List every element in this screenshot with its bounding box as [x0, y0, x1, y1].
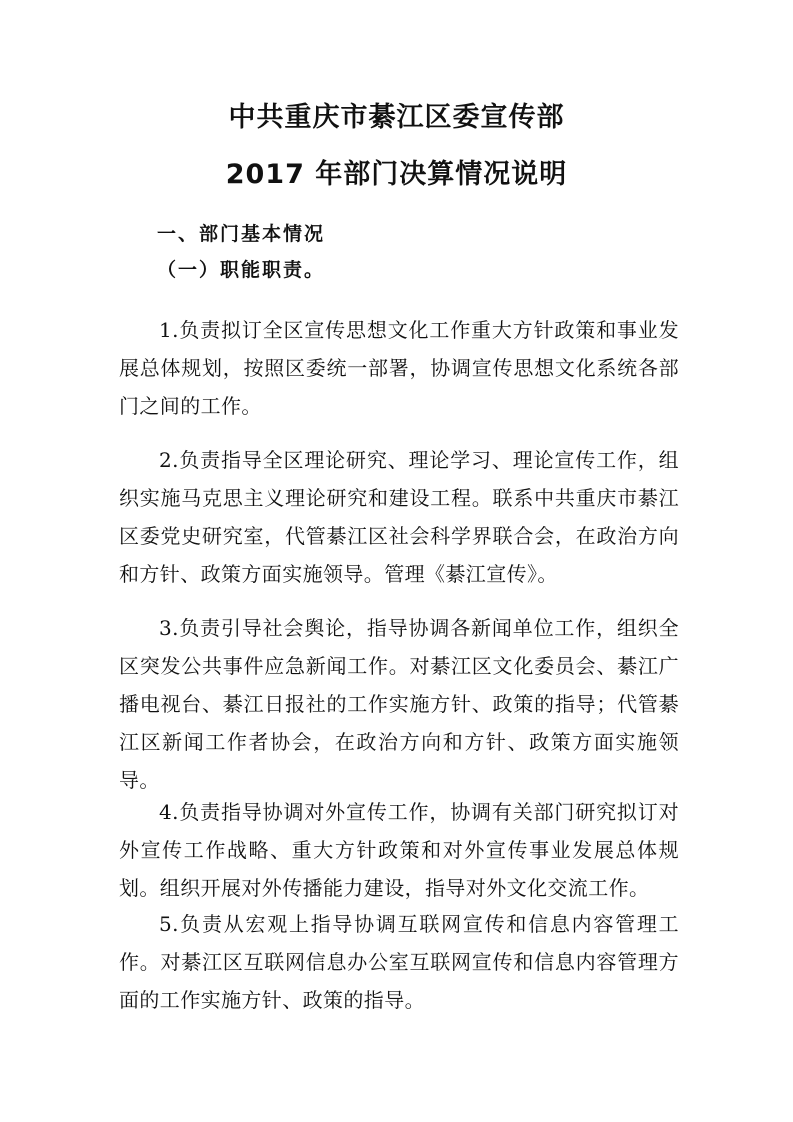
paragraph-duty-3: 3.负责引导社会舆论，指导协调各新闻单位工作，组织全区突发公共事件应急新闻工作。对綦江区文化委员会、綦江广播电视台、綦江日报社的工作实施方针、政策的指导；代管綦江区新闻工作者协会，在政治方向和方针、政策方面实施领导。 — [119, 616, 679, 792]
paragraph-duty-4: 4.负责指导协调对外宣传工作，协调有关部门研究拟订对外宣传工作战略、重大方针政策和对外宣传事业发展总体规划。组织开展对外传播能力建设，指导对外文化交流工作。 — [119, 800, 679, 900]
document-title: 中共重庆市綦江区委宣传部 — [228, 102, 565, 133]
paragraph-duty-2: 2.负责指导全区理论研究、理论学习、理论宣传工作，组织实施马克思主义理论研究和建设工程。联系中共重庆市綦江区委党史研究室，代管綦江区社会科学界联合会，在政治方向和方针、政策方面实施领导。管理《綦江宣传》。 — [119, 448, 679, 586]
section-heading: 一、部门基本情况 — [157, 223, 326, 245]
paragraph-duty-1: 1.负责拟订全区宣传思想文化工作重大方针政策和事业发展总体规划，按照区委统一部署，协调宣传思想文化系统各部门之间的工作。 — [119, 318, 679, 418]
paragraph-duty-5: 5.负责从宏观上指导协调互联网宣传和信息内容管理工作。对綦江区互联网信息办公室互联网宣传和信息内容管理方面的工作实施方针、政策的指导。 — [119, 912, 679, 1012]
document-subtitle: 2017 年部门决算情况说明 — [225, 159, 568, 190]
subsection-heading: （一）职能职责。 — [157, 259, 326, 281]
